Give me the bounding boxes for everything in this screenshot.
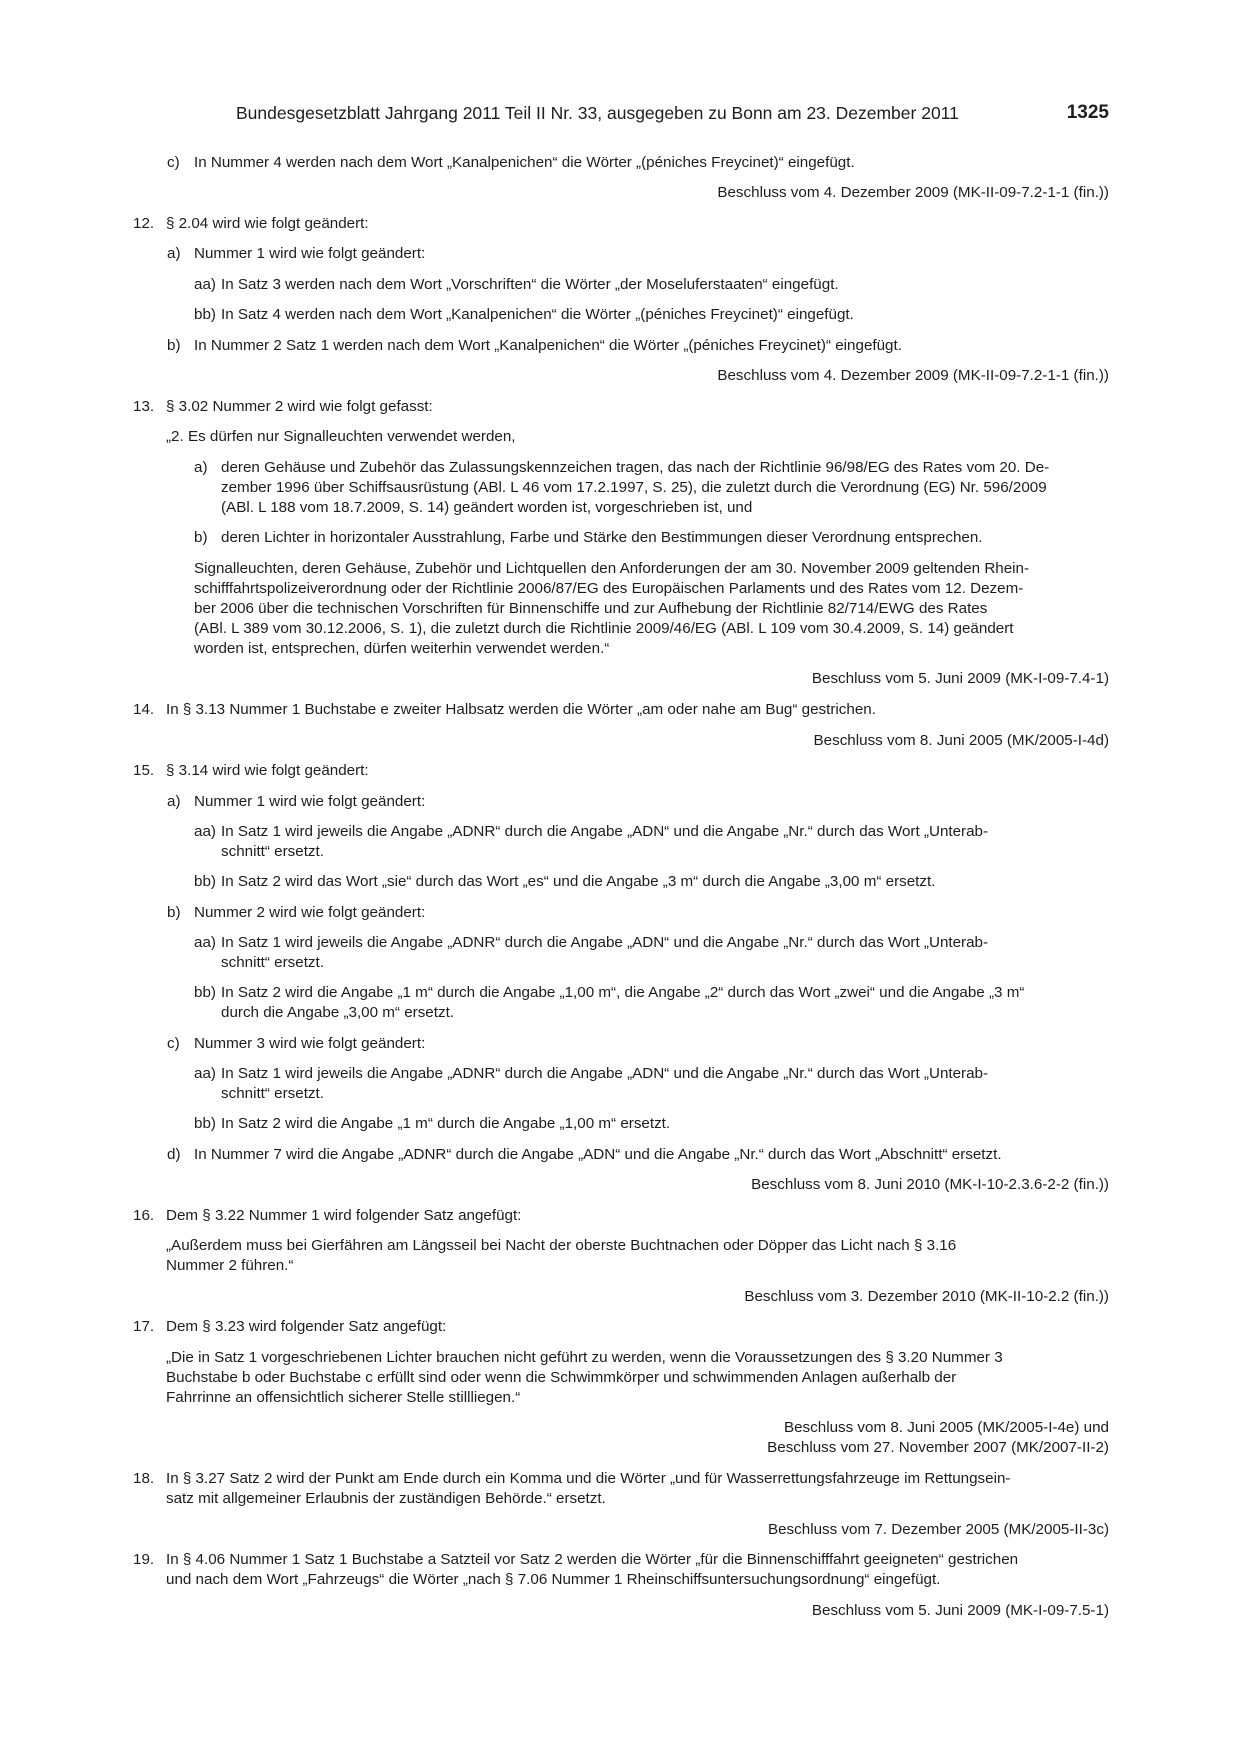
item-text: In § 3.13 Nummer 1 Buchstabe e zweiter Halbsatz werden die Wörter „am oder nahe am Bug“ gestrichen. xyxy=(166,701,876,718)
item-text-line: durch die Angabe „3,00 m“ ersetzt. xyxy=(221,1004,455,1021)
item-label: d) xyxy=(167,1146,181,1163)
item-text-line: In § 3.27 Satz 2 wird der Punkt am Ende durch ein Komma und die Wörter „und für Wasserrettungsfahrzeuge im Rettungsein- xyxy=(166,1470,1011,1487)
resolution-reference: Beschluss vom 3. Dezember 2010 (MK-II-10-2.2 (fin.)) xyxy=(744,1288,1109,1305)
item-text: § 3.02 Nummer 2 wird wie folgt gefasst: xyxy=(166,398,433,415)
resolution-reference: Beschluss vom 7. Dezember 2005 (MK/2005-II-3c) xyxy=(767,1521,1109,1538)
quote-text: „2. Es dürfen nur Signalleuchten verwendet werden, xyxy=(166,428,516,445)
item-label: a) xyxy=(167,245,181,262)
item-label: aa) xyxy=(194,823,216,840)
page-header xyxy=(236,100,1109,126)
item-text: deren Lichter in horizontaler Ausstrahlung, Farbe und Stärke den Bestimmungen dieser Verordnung entsprechen. xyxy=(221,529,983,546)
para-line: ber 2006 über die technischen Vorschriften für Binnenschiffe und zur Aufhebung der Richtlinie 82/714/EWG des Rates xyxy=(194,600,988,617)
item-label: aa) xyxy=(194,1065,216,1082)
item-number: 14. xyxy=(133,701,155,718)
item-text-line: zember 1996 über Schiffsausrüstung (ABl. L 46 vom 17.2.1997, S. 25), die zuletzt durch die Verordnung (EG) Nr. 596/2009 xyxy=(221,479,1047,496)
item-text: In Nummer 2 Satz 1 werden nach dem Wort „Kanalpenichen“ die Wörter „(péniches Freycinet)“ eingefügt. xyxy=(194,337,902,354)
item-label: c) xyxy=(167,154,180,171)
item-label: b) xyxy=(194,529,208,546)
item-text-line: In Satz 1 wird jeweils die Angabe „ADNR“ durch die Angabe „ADN“ und die Angabe „Nr.“ durch das Wort „Unterab- xyxy=(221,823,989,840)
item-text: In Satz 4 werden nach dem Wort „Kanalpenichen“ die Wörter „(péniches Freycinet)“ eingefügt. xyxy=(221,306,854,323)
item-number: 13. xyxy=(133,398,155,415)
item-label: bb) xyxy=(194,1115,216,1132)
item-text: In Satz 3 werden nach dem Wort „Vorschriften“ die Wörter „der Moseluferstaaten“ eingefügt. xyxy=(221,276,839,293)
item-text-line: (ABl. L 188 vom 18.7.2009, S. 14) geändert worden ist, vorgeschrieben ist, und xyxy=(221,499,753,516)
item-number: 17. xyxy=(133,1318,155,1335)
item-text-line: schnitt“ ersetzt. xyxy=(221,843,324,860)
item-label: b) xyxy=(167,337,181,354)
para-line: (ABl. L 389 vom 30.12.2006, S. 1), die zuletzt durch die Richtlinie 2009/46/EG (ABl. L 109 vom 30.4.2009, S. 14) geändert xyxy=(194,620,1014,637)
resolution-reference: Beschluss vom 5. Juni 2009 (MK-I-09-7.5-1) xyxy=(811,1602,1109,1619)
item-text: In Satz 2 wird das Wort „sie“ durch das Wort „es“ und die Angabe „3 m“ durch die Angabe „3,00 m“ ersetzt. xyxy=(221,873,936,890)
resolution-reference: Beschluss vom 5. Juni 2009 (MK-I-09-7.4-1) xyxy=(811,670,1109,687)
item-text-line: In Satz 1 wird jeweils die Angabe „ADNR“ durch die Angabe „ADN“ und die Angabe „Nr.“ durch das Wort „Unterab- xyxy=(221,1065,989,1082)
item-number: 15. xyxy=(133,762,155,779)
item-text-line: In § 4.06 Nummer 1 Satz 1 Buchstabe a Satzteil vor Satz 2 werden die Wörter „für die Binnenschifffahrt geeigneten“ gestrichen xyxy=(166,1551,1019,1568)
resolution-reference: Beschluss vom 8. Juni 2005 (MK/2005-I-4d) xyxy=(813,732,1109,749)
item-number: 16. xyxy=(133,1207,155,1224)
item-text: Nummer 2 wird wie folgt geändert: xyxy=(194,904,426,921)
item-label: bb) xyxy=(194,873,216,890)
quote-line: Fahrrinne an offensichtlich sicherer Stelle stillliegen.“ xyxy=(166,1389,521,1406)
resolution-reference: Beschluss vom 8. Juni 2005 (MK/2005-I-4e) und xyxy=(783,1419,1109,1436)
item-label: aa) xyxy=(194,276,216,293)
item-text-line: In Satz 2 wird die Angabe „1 m“ durch die Angabe „1,00 m“, die Angabe „2“ durch das Wort „zwei“ und die Angabe „3 m“ xyxy=(221,984,1025,1001)
item-label: c) xyxy=(167,1035,180,1052)
quote-line: Buchstabe b oder Buchstabe c erfüllt sind oder wenn die Schwimmkörper und schwimmenden Anlagen außerhalb der xyxy=(166,1369,957,1386)
item-text-line: In Satz 1 wird jeweils die Angabe „ADNR“ durch die Angabe „ADN“ und die Angabe „Nr.“ durch das Wort „Unterab- xyxy=(221,934,989,951)
item-label: a) xyxy=(194,459,208,476)
item-text: In Satz 2 wird die Angabe „1 m“ durch die Angabe „1,00 m“ ersetzt. xyxy=(221,1115,671,1132)
item-text: Nummer 1 wird wie folgt geändert: xyxy=(194,793,426,810)
resolution-reference: Beschluss vom 8. Juni 2010 (MK-I-10-2.3.6-2-2 (fin.)) xyxy=(751,1176,1109,1193)
quote-line: „Die in Satz 1 vorgeschriebenen Lichter brauchen nicht geführt zu werden, wenn die Voraussetzungen des § 3.20 Nummer 3 xyxy=(166,1349,1003,1366)
item-text: Dem § 3.22 Nummer 1 wird folgender Satz angefügt: xyxy=(166,1207,522,1224)
quote-line: „Außerdem muss bei Gierfähren am Längsseil bei Nacht der oberste Buchtnachen oder Döpper das Licht nach § 3.16 xyxy=(166,1237,957,1254)
item-label: bb) xyxy=(194,306,216,323)
item-label: b) xyxy=(167,904,181,921)
para-line: Signalleuchten, deren Gehäuse, Zubehör und Lichtquellen den Anforderungen der am 30. November 2009 geltenden Rhein- xyxy=(194,560,1030,577)
item-label: bb) xyxy=(194,984,216,1001)
item-text-line: deren Gehäuse und Zubehör das Zulassungskennzeichen tragen, das nach der Richtlinie 96/98/EG des Rates vom 20. De- xyxy=(221,459,1050,476)
para-line: schifffahrtspolizeiverordnung oder der Richtlinie 2006/87/EG des Europäischen Parlaments und des Rates vom 12. Dezem- xyxy=(194,580,1024,597)
item-text: Dem § 3.23 wird folgender Satz angefügt: xyxy=(166,1318,447,1335)
item-text-line: schnitt“ ersetzt. xyxy=(221,954,324,971)
item-text: Nummer 3 wird wie folgt geändert: xyxy=(194,1035,426,1052)
item-number: 12. xyxy=(133,215,155,232)
running-title: Bundesgesetzblatt Jahrgang 2011 Teil II Nr. 33, ausgegeben zu Bonn am 23. Dezember 2011 xyxy=(236,103,959,123)
item-text: § 3.14 wird wie folgt geändert: xyxy=(166,762,369,779)
para-line: worden ist, entsprechen, dürfen weiterhin verwendet werden.“ xyxy=(194,640,610,657)
item-text: In Nummer 4 werden nach dem Wort „Kanalpenichen“ die Wörter „(péniches Freycinet)“ eingefügt. xyxy=(194,154,855,171)
item-number: 18. xyxy=(133,1470,155,1487)
item-text: Nummer 1 wird wie folgt geändert: xyxy=(194,245,426,262)
item-text-line: satz mit allgemeiner Erlaubnis der zuständigen Behörde.“ ersetzt. xyxy=(166,1490,606,1507)
item-text: § 2.04 wird wie folgt geändert: xyxy=(166,215,369,232)
page-number: 1325 xyxy=(1066,102,1109,123)
resolution-reference: Beschluss vom 4. Dezember 2009 (MK-II-09-7.2-1-1 (fin.)) xyxy=(717,367,1109,384)
item-number: 19. xyxy=(133,1551,155,1568)
item-label: a) xyxy=(167,793,181,810)
item-text: In Nummer 7 wird die Angabe „ADNR“ durch die Angabe „ADN“ und die Angabe „Nr.“ durch das Wort „Abschnitt“ ersetzt. xyxy=(194,1146,1002,1163)
quote-line: Nummer 2 führen.“ xyxy=(166,1257,294,1274)
resolution-reference: Beschluss vom 4. Dezember 2009 (MK-II-09-7.2-1-1 (fin.)) xyxy=(717,184,1109,201)
resolution-reference: Beschluss vom 27. November 2007 (MK/2007-II-2) xyxy=(767,1439,1109,1456)
item-text-line: schnitt“ ersetzt. xyxy=(221,1085,324,1102)
item-text-line: und nach dem Wort „Fahrzeugs“ die Wörter „nach § 7.06 Nummer 1 Rheinschiffsuntersuchungsordnung“ eingefügt. xyxy=(166,1571,941,1588)
item-label: aa) xyxy=(194,934,216,951)
